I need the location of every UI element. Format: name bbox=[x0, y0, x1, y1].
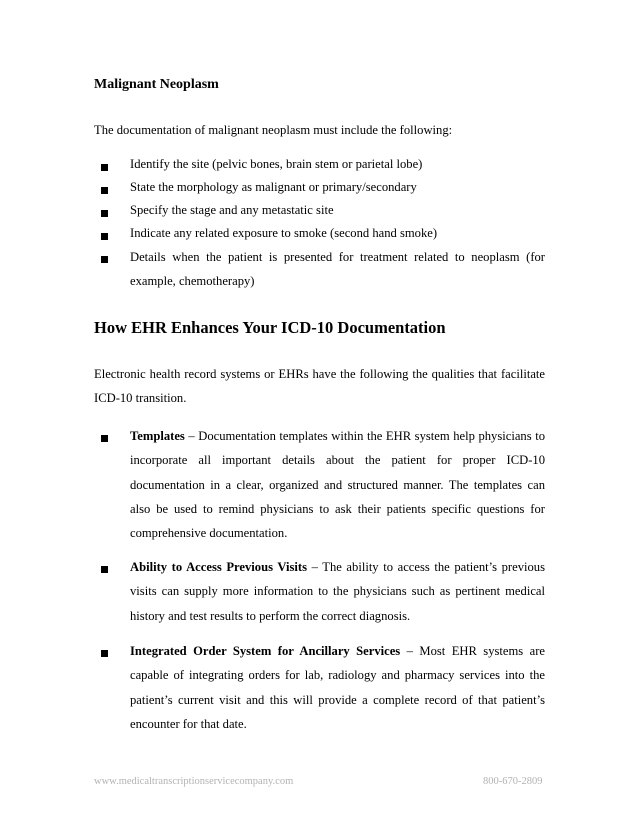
bullet-square-icon bbox=[101, 256, 108, 263]
section-intro: Electronic health record systems or EHRs have the following the qualities that facilitate ICD-10 transition. bbox=[94, 367, 545, 405]
bullet-square-icon bbox=[101, 566, 108, 573]
bullet-square-icon bbox=[101, 210, 108, 217]
bullet-square-icon bbox=[101, 233, 108, 240]
item-title: Ability to Access Previous Visits bbox=[130, 560, 307, 574]
item-text: – Most EHR systems are capable of integrating orders for lab, radiology and pharmacy services into the patient’s current visit and this will provide a complete record of that patient’s encounter for that date. bbox=[130, 644, 545, 731]
item-text: – The ability to access the patient’s previous visits can supply more information to the physicians such as pertinent medical history and test results to perform the correct diagnosis. bbox=[130, 560, 545, 623]
footer-phone: 800-670-2809 bbox=[483, 776, 543, 787]
list-item: Indicate any related exposure to smoke (second hand smoke) bbox=[130, 226, 438, 240]
item-title: Templates bbox=[130, 429, 185, 443]
list-item bbox=[130, 639, 545, 736]
item-text: – Documentation templates within the EHR system help physicians to incorporate all important details about the patient for proper ICD-10 documentation in a clear, organized and structured manner. The templates can also be used to remind physicians to ask their patients specific questions for comprehensive documentation. bbox=[130, 429, 545, 541]
list-item: Details when the patient is presented for treatment related to neoplasm (for example, chemotherapy) bbox=[130, 250, 545, 288]
section-heading-malignant-neoplasm: Malignant Neoplasm bbox=[94, 77, 219, 92]
footer-website: www.medicaltranscriptionservicecompany.com bbox=[94, 776, 294, 787]
list-item: State the morphology as malignant or primary/secondary bbox=[130, 180, 417, 194]
list-item: Specify the stage and any metastatic site bbox=[130, 203, 334, 217]
section-intro: The documentation of malignant neoplasm must include the following: bbox=[94, 123, 453, 137]
list-item bbox=[130, 424, 545, 545]
item-title: Integrated Order System for Ancillary Services bbox=[130, 644, 401, 658]
list-item: Identify the site (pelvic bones, brain stem or parietal lobe) bbox=[130, 157, 423, 171]
bullet-square-icon bbox=[101, 650, 108, 657]
section-heading-ehr: How EHR Enhances Your ICD-10 Documentation bbox=[94, 318, 446, 337]
bullet-square-icon bbox=[101, 435, 108, 442]
bullet-square-icon bbox=[101, 187, 108, 194]
bullet-square-icon bbox=[101, 164, 108, 171]
list-item bbox=[130, 555, 545, 628]
